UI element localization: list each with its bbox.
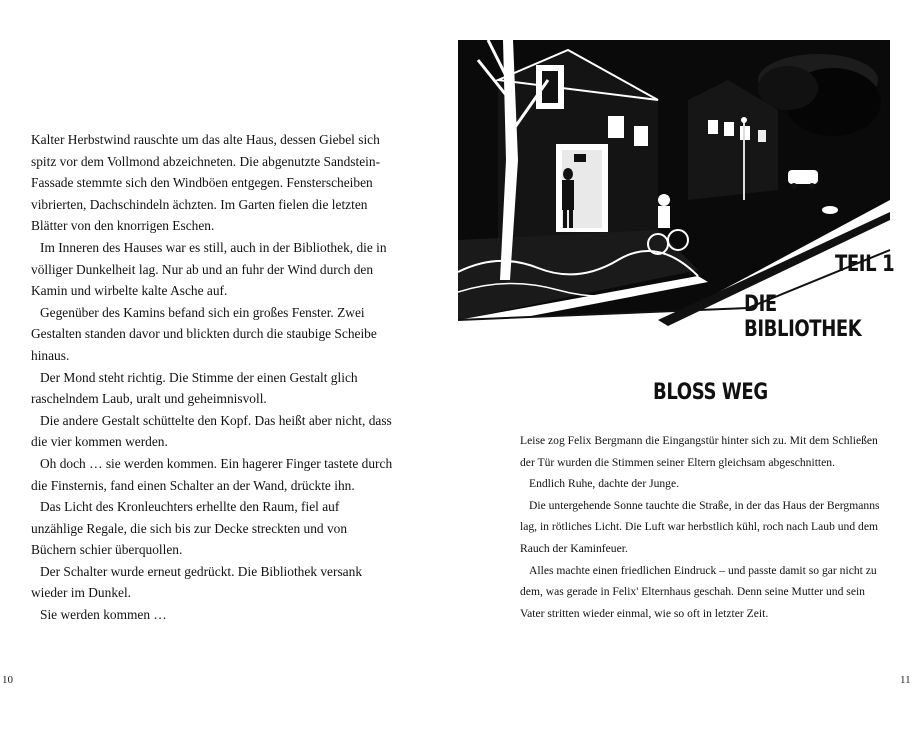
paragraph: Der Schalter wurde erneut gedrückt. Die Bibliothek versank wieder im Dunkel. xyxy=(31,563,363,601)
right-page-text xyxy=(520,430,886,624)
paragraph: Sie werden kommen … xyxy=(40,607,167,623)
page-number-right: 11 xyxy=(900,674,911,686)
paragraph: Kalter Herbstwind rauschte um das alte Haus, dessen Giebel sich spitz vor dem Vollmond abzeichneten. Die abgenutzte Sandstein-Fassade stemmte sich den Windböen entgegen. Fensterscheiben vibrierten, Dachschindeln ächzten. Im Garten fielen die letzten Blätter von den knorrigen Eschen. xyxy=(31,132,381,234)
part-title: DIE BIBLIOTHEK xyxy=(744,292,862,342)
page-number-left: 10 xyxy=(2,674,13,686)
paragraph: Alles machte einen friedlichen Eindruck – und passte damit so gar nicht zu dem, was gerade in Felix' Elternhaus geschah. Denn seine Mutter und sein Vater stritten wieder einmal, wie so oft in letzter Zeit. xyxy=(520,563,877,620)
part-label: TEIL 1 xyxy=(835,252,895,277)
left-page-text xyxy=(31,129,393,626)
paragraph: Im Inneren des Hauses war es still, auch in der Bibliothek, die in völliger Dunkelheit lag. Nur ab und an fuhr der Wind durch den Kamin und wirbelte kalte Asche auf. xyxy=(31,239,387,299)
paragraph: Der Mond steht richtig. Die Stimme der einen Gestalt glich raschelndem Laub, uralt und geheimnisvoll. xyxy=(31,369,358,407)
paragraph: Die andere Gestalt schüttelte den Kopf. Das heißt aber nicht, dass die vier kommen werden. xyxy=(31,412,392,450)
chapter-title: BLOSS WEG xyxy=(653,380,768,405)
right-page xyxy=(458,0,916,732)
paragraph: Das Licht des Kronleuchters erhellte den Raum, fiel auf unzählige Regale, die sich bis zur Decke streckten und von Büchern schier überquollen. xyxy=(31,499,348,558)
paragraph: Die untergehende Sonne tauchte die Straße, in der das Haus der Bergmanns lag, in rötliches Licht. Die Luft war herbstlich kühl, roch nach Laub und dem Rauch der Kaminfeuer. xyxy=(520,498,880,555)
paragraph: Leise zog Felix Bergmann die Eingangstür hinter sich zu. Mit dem Schließen der Tür wurden die Stimmen seiner Eltern gleichsam abgeschnitten. xyxy=(520,434,878,469)
paragraph: Oh doch … sie werden kommen. Ein hagerer Finger tastete durch die Finsternis, fand einen Schalter an der Wand, drückte ihn. xyxy=(31,455,393,493)
paragraph: Gegenüber des Kamins befand sich ein großes Fenster. Zwei Gestalten standen davor und blickten durch die staubige Scheibe hinaus. xyxy=(31,304,377,363)
paragraph: Endlich Ruhe, dachte der Junge. xyxy=(529,477,680,491)
